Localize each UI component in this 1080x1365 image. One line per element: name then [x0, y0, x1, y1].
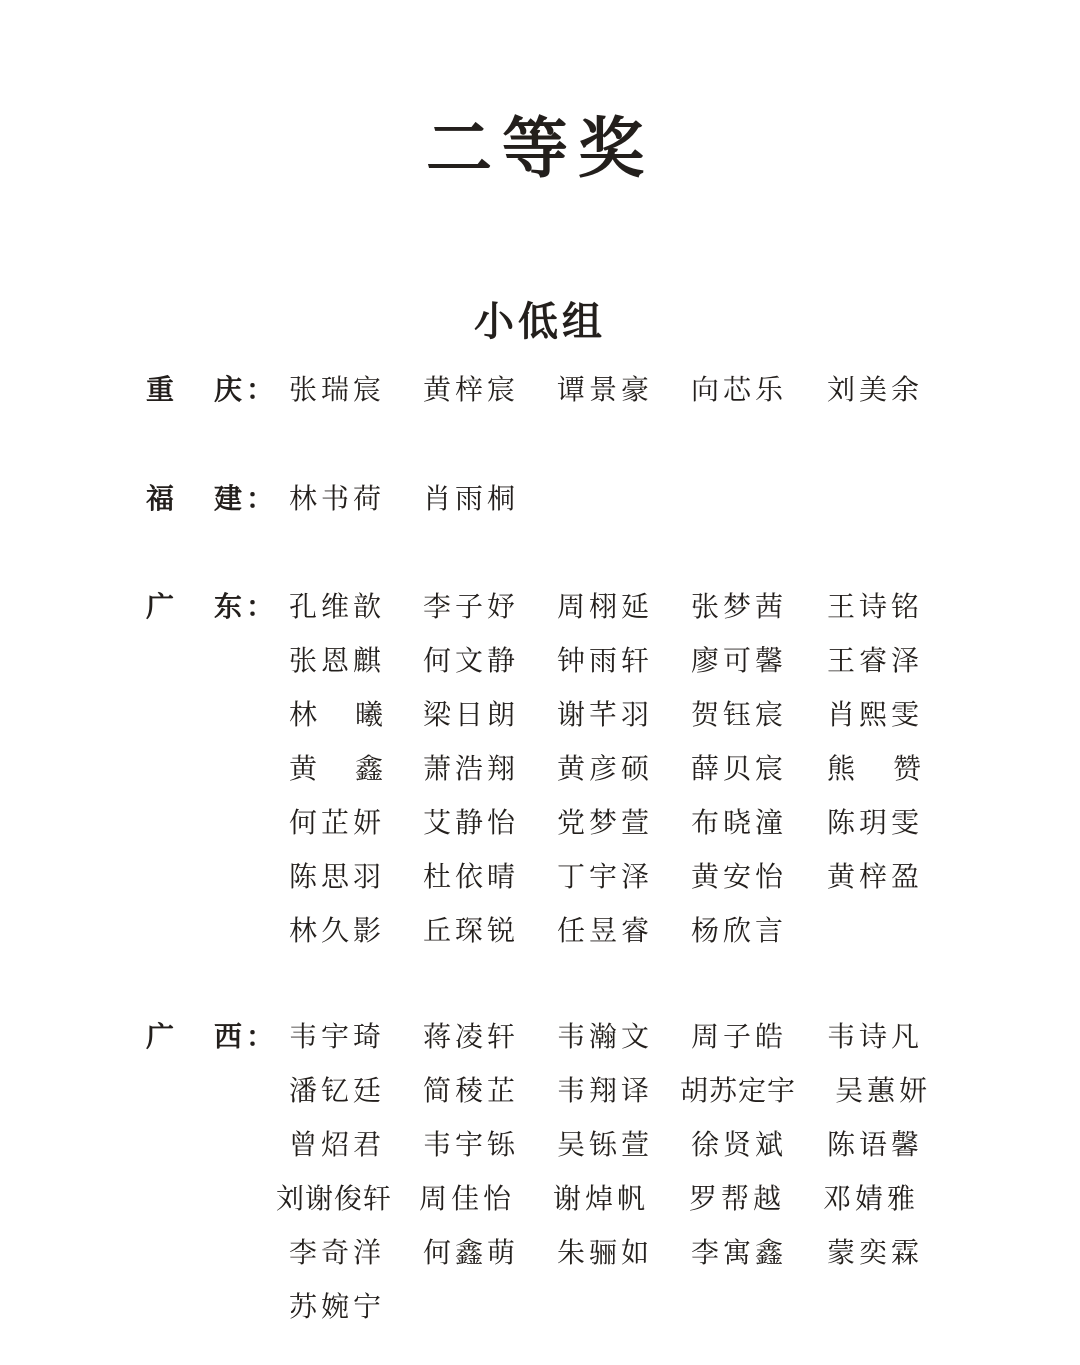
award-name: 李子妤: [423, 590, 520, 623]
award-name: 任昱睿: [557, 914, 654, 947]
award-name: 张恩麒: [289, 644, 386, 677]
award-name: 潘钇廷: [289, 1074, 386, 1107]
group-title: 小低组: [474, 298, 606, 345]
award-name: 黄梓盈: [827, 860, 924, 893]
award-name: 韦瀚文: [557, 1020, 654, 1053]
award-name: 艾静怡: [423, 806, 520, 839]
award-name: 黄安怡: [691, 860, 788, 893]
award-name: 丘琛锐: [423, 914, 520, 947]
award-name: 熊赞: [827, 752, 960, 785]
award-name: 何文静: [423, 644, 520, 677]
region-label: [146, 363, 276, 417]
award-name: 陈思羽: [289, 860, 386, 893]
region-label-colon: ：: [246, 1020, 275, 1053]
award-name: 谢芊羽: [557, 698, 654, 731]
award-name: 杨欣言: [691, 914, 788, 947]
award-name: 林久影: [289, 914, 386, 947]
award-name: 廖可馨: [691, 644, 788, 677]
award-name: 周佳怡: [419, 1182, 516, 1215]
award-name: 张梦茜: [691, 590, 788, 623]
award-name: 邓婧雅: [823, 1182, 920, 1215]
award-name: 林曦: [289, 698, 422, 731]
award-name: 肖熙雯: [827, 698, 924, 731]
award-name: 刘美余: [827, 373, 924, 406]
award-name: 简稜芷: [423, 1074, 520, 1107]
region-label-char: 福: [146, 482, 175, 515]
award-name: 陈语馨: [827, 1128, 924, 1161]
region-label-char: 广: [146, 1020, 175, 1053]
region-label-colon: ：: [246, 590, 275, 623]
award-name: 张瑞宸: [289, 373, 386, 406]
award-name: 黄彦硕: [557, 752, 654, 785]
award-name: 丁宇泽: [557, 860, 654, 893]
award-name: 布晓潼: [691, 806, 788, 839]
award-name: 韦翔译: [557, 1074, 654, 1107]
region-label-char: 东: [214, 590, 243, 623]
award-name: 黄鑫: [289, 752, 422, 785]
region-label-char: 庆: [214, 373, 243, 406]
award-name: 徐贤斌: [691, 1128, 788, 1161]
region-label-char: 西: [214, 1020, 243, 1053]
award-name: 贺钰宸: [691, 698, 788, 731]
award-name: 刘谢俊轩: [276, 1182, 393, 1215]
award-name: 韦宇琦: [289, 1020, 386, 1053]
award-name: 钟雨轩: [557, 644, 654, 677]
award-name: 周子皓: [691, 1020, 788, 1053]
award-name: 孔维歆: [289, 590, 386, 623]
award-name: 黄梓宸: [423, 373, 520, 406]
award-name: 向芯乐: [691, 373, 788, 406]
region-label: [146, 472, 276, 526]
award-name: 何鑫萌: [423, 1236, 520, 1269]
award-name: 苏婉宁: [289, 1290, 386, 1323]
page-title: 二等奖: [426, 109, 654, 187]
award-name: 韦宇铄: [423, 1128, 520, 1161]
award-name: 梁日朗: [423, 698, 520, 731]
award-name: 曾炤君: [289, 1128, 386, 1161]
region-label-colon: ：: [246, 373, 275, 406]
award-name: 王诗铭: [827, 590, 924, 623]
award-name: 杜依晴: [423, 860, 520, 893]
award-name: 王睿泽: [827, 644, 924, 677]
region-label-char: 建: [214, 482, 243, 515]
award-name: 朱骊如: [557, 1236, 654, 1269]
award-name: 萧浩翔: [423, 752, 520, 785]
award-name: 李寓鑫: [691, 1236, 788, 1269]
award-name: 薛贝宸: [691, 752, 788, 785]
award-name: 陈玥雯: [827, 806, 924, 839]
award-name: 李奇洋: [289, 1236, 386, 1269]
award-name: 蒙奕霖: [827, 1236, 924, 1269]
award-name: 周栩延: [557, 590, 654, 623]
award-name: 谭景豪: [557, 373, 654, 406]
award-name: 党梦萱: [557, 806, 654, 839]
award-name: 蒋凌轩: [423, 1020, 520, 1053]
award-name: 肖雨桐: [423, 482, 520, 515]
award-name: 胡苏定宇: [680, 1074, 797, 1107]
region-label-colon: ：: [246, 482, 275, 515]
region-label: [146, 1010, 276, 1064]
award-name: 吴铄萱: [557, 1128, 654, 1161]
award-name: 何芷妍: [289, 806, 386, 839]
award-name: 吴蕙妍: [835, 1074, 932, 1107]
award-name: 林书荷: [289, 482, 386, 515]
award-name: 韦诗凡: [827, 1020, 924, 1053]
region-label-char: 广: [146, 590, 175, 623]
award-name: 谢焯帆: [553, 1182, 650, 1215]
region-label-char: 重: [146, 373, 175, 406]
region-label: [146, 580, 276, 634]
award-name: 罗帮越: [689, 1182, 786, 1215]
